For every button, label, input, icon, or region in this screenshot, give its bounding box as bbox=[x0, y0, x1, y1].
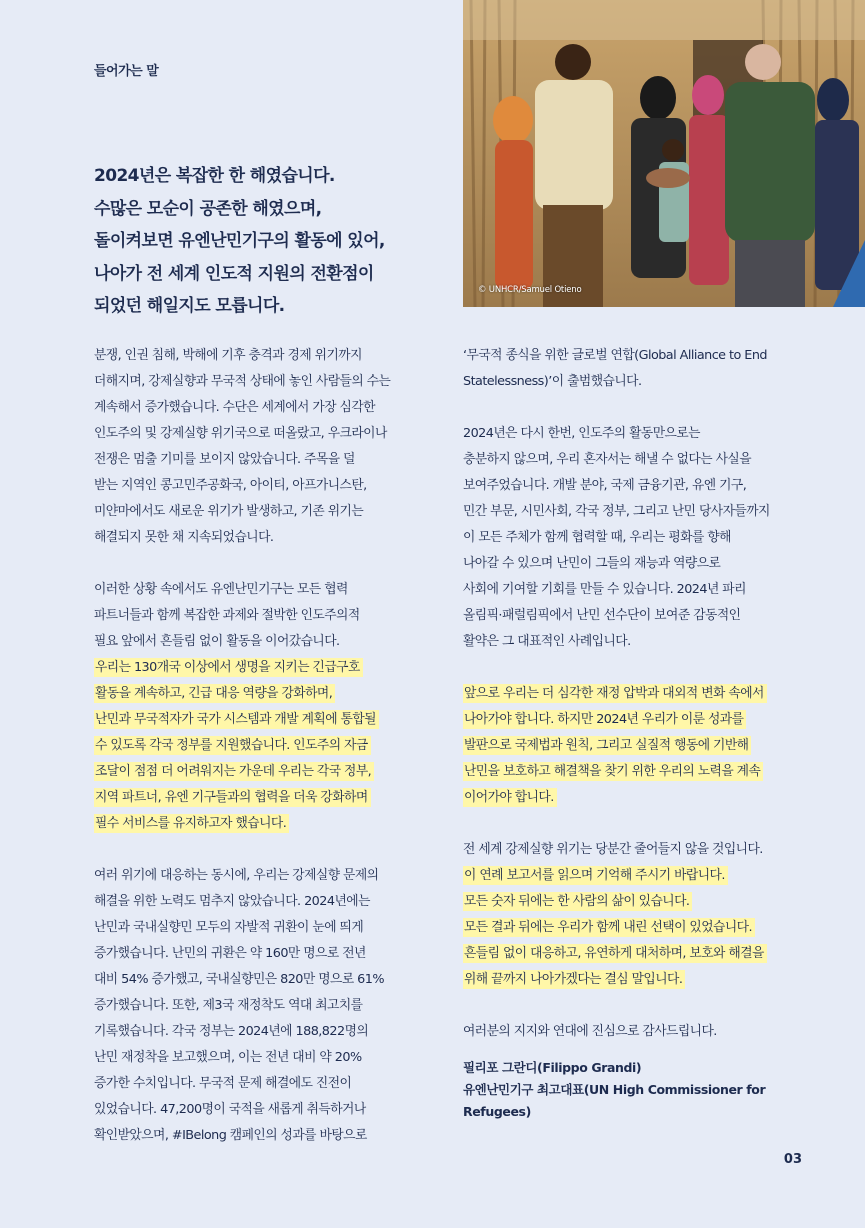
cover-photo bbox=[463, 0, 865, 307]
paragraph-gap bbox=[463, 655, 813, 681]
body-line: 필요 앞에서 흔들림 없이 활동을 이어갔습니다. bbox=[94, 634, 340, 649]
headline-line: 수많은 모순이 공존한 해였으며, bbox=[94, 198, 322, 219]
body-line: 올림픽·패럴림픽에서 난민 선수단이 보여준 감동적인 bbox=[463, 608, 741, 623]
body-line: 해결을 위한 노력도 멈추지 않았습니다. 2024년에는 bbox=[94, 894, 370, 909]
body-line: 민간 부문, 시민사회, 각국 정부, 그리고 난민 당사자들까지 bbox=[463, 504, 770, 519]
paragraph-gap bbox=[94, 551, 444, 577]
highlighted-line: 우리는 130개국 이상에서 생명을 지키는 긴급구호 bbox=[94, 655, 444, 681]
highlighted-line: 활동을 계속하고, 긴급 대응 역량을 강화하며, bbox=[94, 681, 444, 707]
paragraph-gap bbox=[463, 811, 813, 837]
body-line: 이 모든 주체가 함께 협력할 때, 우리는 평화를 향해 bbox=[463, 530, 731, 545]
body-line: 해결되지 못한 채 지속되었습니다. bbox=[94, 530, 274, 545]
body-line: 난민과 국내실향민 모두의 자발적 귀환이 눈에 띄게 bbox=[94, 920, 364, 935]
left-column bbox=[94, 343, 444, 1149]
highlighted-line: 발판으로 국제법과 원칙, 그리고 실질적 행동에 기반해 bbox=[463, 733, 813, 759]
signature-title-cont: Refugees) bbox=[463, 1104, 531, 1119]
body-line: 기록했습니다. 각국 정부는 2024년에 188,822명의 bbox=[94, 1024, 369, 1039]
section-label: 들어가는 말 bbox=[94, 64, 159, 79]
body-line: 여러 위기에 대응하는 동시에, 우리는 강제실향 문제의 bbox=[94, 868, 379, 883]
body-line: 파트너들과 함께 복잡한 과제와 절박한 인도주의적 bbox=[94, 608, 360, 623]
paragraph-gap bbox=[94, 837, 444, 863]
body-line: 대비 54% 증가했고, 국내실향민은 820만 명으로 61% bbox=[94, 972, 384, 987]
body-line: 활약은 그 대표적인 사례입니다. bbox=[463, 634, 631, 649]
page-number: 03 bbox=[783, 1152, 802, 1167]
highlighted-line: 난민과 무국적자가 국가 시스템과 개발 계획에 통합될 bbox=[94, 707, 444, 733]
body-line: 2024년은 다시 한번, 인도주의 활동만으로는 bbox=[463, 426, 700, 441]
body-line: 인도주의 및 강제실향 위기국으로 떠올랐고, 우크라이나 bbox=[94, 426, 387, 441]
headline-line: 되었던 해일지도 모릅니다. bbox=[94, 296, 285, 316]
highlighted-line: 앞으로 우리는 더 심각한 재정 압박과 대외적 변화 속에서 bbox=[463, 681, 813, 707]
body-line: 확인받았으며, #IBelong 캠페인의 성과를 바탕으로 bbox=[94, 1128, 367, 1143]
highlighted-line: 위해 끝까지 나아가겠다는 결심 말입니다. bbox=[463, 967, 813, 993]
highlighted-line: 필수 서비스를 유지하고자 했습니다. bbox=[94, 811, 444, 837]
paragraph-gap bbox=[463, 993, 813, 1019]
body-line: 증가한 수치입니다. 무국적 문제 해결에도 진전이 bbox=[94, 1076, 352, 1091]
body-line: 나아갈 수 있으며 난민이 그들의 재능과 역량으로 bbox=[463, 556, 721, 571]
body-line: 증가했습니다. 난민의 귀환은 약 160만 명으로 전년 bbox=[94, 946, 366, 961]
body-line: 계속해서 증가했습니다. 수단은 세계에서 가장 심각한 bbox=[94, 400, 375, 415]
highlighted-line: 나아가야 합니다. 하지만 2024년 우리가 이룬 성과를 bbox=[463, 707, 813, 733]
body-line: 이러한 상황 속에서도 유엔난민기구는 모든 협력 bbox=[94, 582, 348, 597]
body-line: 미얀마에서도 새로운 위기가 발생하고, 기존 위기는 bbox=[94, 504, 364, 519]
right-column bbox=[463, 343, 813, 1123]
body-line: 난민 재정착을 보고했으며, 이는 전년 대비 약 20% bbox=[94, 1050, 362, 1065]
body-line: 분쟁, 인권 침해, 박해에 기후 충격과 경제 위기까지 bbox=[94, 348, 362, 363]
photo-illustration bbox=[463, 0, 865, 307]
headline-line: 돌이켜보면 유엔난민기구의 활동에 있어, bbox=[94, 231, 385, 251]
body-line: 있었습니다. 47,200명이 국적을 새롭게 취득하거나 bbox=[94, 1102, 366, 1117]
highlighted-line: 모든 숫자 뒤에는 한 사람의 삶이 있습니다. bbox=[463, 889, 813, 915]
highlighted-line: 지역 파트너, 유엔 기구들과의 협력을 더욱 강화하며 bbox=[94, 785, 444, 811]
headline bbox=[94, 160, 439, 323]
body-line: 더해지며, 강제실향과 무국적 상태에 놓인 사람들의 수는 bbox=[94, 374, 391, 389]
highlighted-line: 이 연례 보고서를 읽으며 기억해 주시기 바랍니다. bbox=[463, 863, 813, 889]
signature-name: 필리포 그란디(Filippo Grandi) bbox=[463, 1060, 642, 1075]
highlighted-line: 모든 결과 뒤에는 우리가 함께 내린 선택이 있었습니다. bbox=[463, 915, 813, 941]
headline-line: 나아가 전 세계 인도적 지원의 전환점이 bbox=[94, 263, 374, 284]
body-line: 전 세계 강제실향 위기는 당분간 줄어들지 않을 것입니다. bbox=[463, 842, 763, 857]
body-line: ‘무국적 종식을 위한 글로벌 연합(Global Alliance to End bbox=[463, 348, 767, 363]
highlighted-line: 조달이 점점 더 어려워지는 가운데 우리는 각국 정부, bbox=[94, 759, 444, 785]
body-line: 여러분의 지지와 연대에 진심으로 감사드립니다. bbox=[463, 1024, 717, 1039]
photo-credit: © UNHCR/Samuel Otieno bbox=[478, 285, 582, 295]
highlighted-line: 이어가야 합니다. bbox=[463, 785, 813, 811]
signature-title: 유엔난민기구 최고대표(UN High Commissioner for bbox=[463, 1082, 766, 1097]
body-line: 충분하지 않으며, 우리 혼자서는 해낼 수 없다는 사실을 bbox=[463, 452, 752, 467]
signature-gap bbox=[463, 1045, 813, 1057]
headline-line: 2024년은 복잡한 한 해였습니다. bbox=[94, 166, 335, 186]
body-line: 전쟁은 멈출 기미를 보이지 않았습니다. 주목을 덜 bbox=[94, 452, 355, 467]
body-line: 사회에 기여할 기회를 만들 수 있습니다. 2024년 파리 bbox=[463, 582, 746, 597]
highlighted-line: 난민을 보호하고 해결책을 찾기 위한 우리의 노력을 계속 bbox=[463, 759, 813, 785]
body-line: 받는 지역인 콩고민주공화국, 아이티, 아프가니스탄, bbox=[94, 478, 367, 493]
highlighted-line: 흔들림 없이 대응하고, 유연하게 대처하며, 보호와 해결을 bbox=[463, 941, 813, 967]
body-line: 증가했습니다. 또한, 제3국 재정착도 역대 최고치를 bbox=[94, 998, 363, 1013]
highlighted-line: 수 있도록 각국 정부를 지원했습니다. 인도주의 자금 bbox=[94, 733, 444, 759]
body-line: 보여주었습니다. 개발 분야, 국제 금융기관, 유엔 기구, bbox=[463, 478, 747, 493]
paragraph-gap bbox=[463, 395, 813, 421]
body-line: Statelessness)’이 출범했습니다. bbox=[463, 374, 642, 389]
